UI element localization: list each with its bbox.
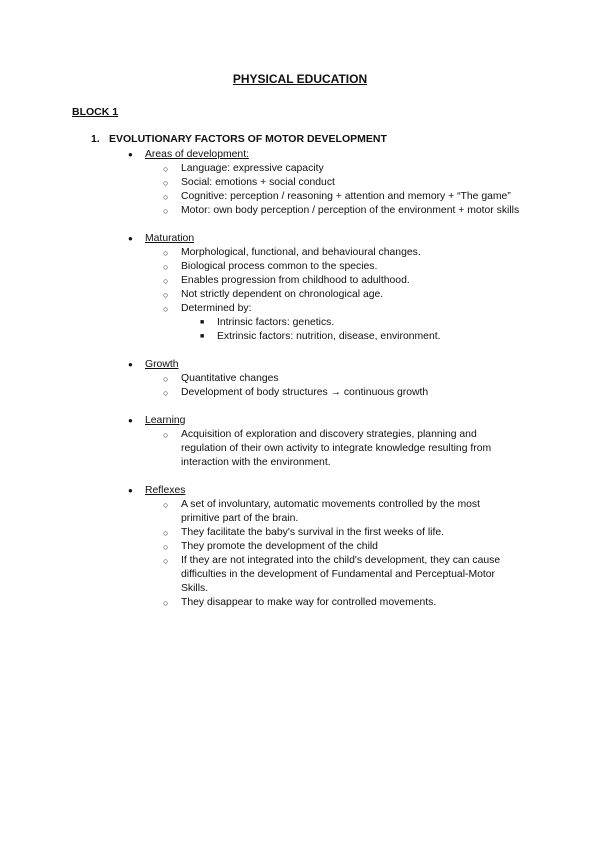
sub-list-item-text: Intrinsic factors: genetics. [217, 317, 335, 328]
list-item [163, 204, 521, 218]
list-item [163, 386, 521, 400]
square-bullet-icon: ■ [200, 319, 205, 326]
list-item-text: Enables progression from childhood to adulthood. [181, 275, 410, 286]
list-item-text: Development of body structures → continuous growth [181, 387, 429, 398]
hollow-bullet-icon: ○ [163, 290, 169, 300]
hollow-bullet-icon: ○ [163, 556, 169, 566]
topic-item [128, 232, 525, 246]
list-item-text: A set of involuntary, automatic movements controlled by the most primitive part of the brain. [181, 499, 480, 524]
hollow-bullet-icon: ○ [163, 304, 169, 314]
list-item [163, 526, 521, 540]
list-item [163, 540, 521, 554]
list-item [163, 302, 521, 316]
topic-heading: Learning [145, 415, 186, 426]
list-item [163, 260, 521, 274]
list-item [163, 190, 521, 204]
filled-bullet-icon: ● [128, 416, 133, 425]
list-item-text: Social: emotions + social conduct [181, 177, 335, 188]
section-number: 1. [91, 133, 100, 145]
list-item-text: If they are not integrated into the child's development, they can cause difficulties in the development of Fundamental and Perceptual-Motor Skills. [181, 555, 501, 594]
list-item-text: Language: expressive capacity [181, 163, 324, 174]
hollow-bullet-icon: ○ [163, 164, 169, 174]
hollow-bullet-icon: ○ [163, 276, 169, 286]
list-item [163, 162, 521, 176]
sub-list-item-text: Extrinsic factors: nutrition, disease, environment. [217, 331, 441, 342]
list-item [163, 498, 521, 526]
filled-bullet-icon: ● [128, 150, 133, 159]
list-item [163, 288, 521, 302]
topic-heading: Growth [145, 359, 179, 370]
hollow-bullet-icon: ○ [163, 192, 169, 202]
list-item-text: Not strictly dependent on chronological age. [181, 289, 384, 300]
list-item-text: Acquisition of exploration and discovery strategies, planning and regulation of their own activity to integrate knowledge resulting from interaction with the environment. [181, 429, 492, 468]
page-title: PHYSICAL EDUCATION [232, 72, 368, 86]
list-item-text: Morphological, functional, and behavioural changes. [181, 247, 421, 258]
hollow-bullet-icon: ○ [163, 430, 169, 440]
topic-heading: Reflexes [145, 485, 186, 496]
list-item [163, 372, 521, 386]
filled-bullet-icon: ● [128, 360, 133, 369]
hollow-bullet-icon: ○ [163, 388, 169, 398]
hollow-bullet-icon: ○ [163, 262, 169, 272]
topic-item [128, 484, 525, 498]
list-item-text: Cognitive: perception / reasoning + attention and memory + “The game” [181, 191, 511, 202]
list-item [163, 596, 521, 610]
hollow-bullet-icon: ○ [163, 500, 169, 510]
list-item-text: They disappear to make way for controlled movements. [181, 597, 437, 608]
list-item [163, 176, 521, 190]
list-item [163, 554, 521, 596]
list-item-text: Quantitative changes [181, 373, 279, 384]
filled-bullet-icon: ● [128, 234, 133, 243]
section-heading [91, 133, 387, 145]
square-bullet-icon: ■ [200, 333, 205, 340]
list-item-text: Biological process common to the species. [181, 261, 378, 272]
hollow-bullet-icon: ○ [163, 528, 169, 538]
hollow-bullet-icon: ○ [163, 248, 169, 258]
list-item-text: Determined by: [181, 303, 252, 314]
hollow-bullet-icon: ○ [163, 598, 169, 608]
topic-item [128, 148, 525, 162]
hollow-bullet-icon: ○ [163, 206, 169, 216]
sub-list-item [200, 330, 517, 344]
sub-list-item [200, 316, 517, 330]
outline-content [0, 148, 600, 610]
list-item-text: They facilitate the baby's survival in the first weeks of life. [181, 527, 445, 538]
list-item [163, 274, 521, 288]
list-item-text: They promote the development of the child [181, 541, 378, 552]
list-item-text: Motor: own body perception / perception of the environment + motor skills [181, 205, 520, 216]
section-title: EVOLUTIONARY FACTORS OF MOTOR DEVELOPMENT [109, 133, 387, 145]
hollow-bullet-icon: ○ [163, 374, 169, 384]
list-item [163, 246, 521, 260]
hollow-bullet-icon: ○ [163, 178, 169, 188]
filled-bullet-icon: ● [128, 486, 133, 495]
topic-heading: Areas of development: [145, 149, 249, 160]
topic-heading: Maturation [145, 233, 195, 244]
list-item [163, 428, 521, 470]
hollow-bullet-icon: ○ [163, 542, 169, 552]
block-heading: BLOCK 1 [72, 106, 119, 118]
topic-item [128, 358, 525, 372]
topic-item [128, 414, 525, 428]
